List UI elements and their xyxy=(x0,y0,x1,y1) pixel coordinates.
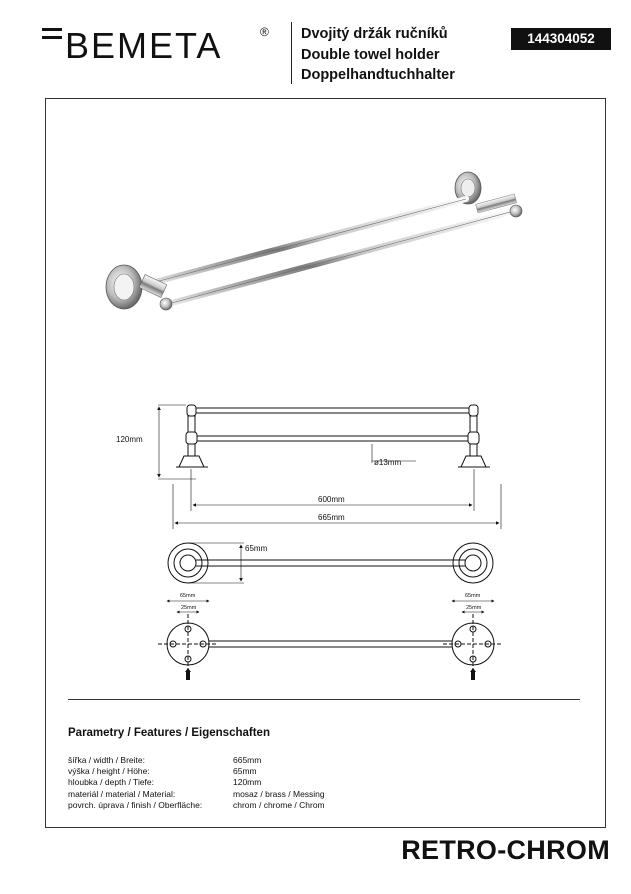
title-en: Double towel holder xyxy=(301,46,440,63)
feature-value: 65mm xyxy=(233,766,257,777)
diameter-dimension-label: ø13mm xyxy=(374,458,402,467)
title-de: Doppelhandtuchhalter xyxy=(301,67,455,83)
feature-label: materiál / material / Material: xyxy=(68,788,176,799)
right-outer-width-label: 65mm xyxy=(465,593,481,599)
product-titles xyxy=(301,24,455,86)
technical-drawing xyxy=(46,99,607,699)
header-divider xyxy=(291,22,292,84)
feature-row-height xyxy=(68,766,325,777)
product-code: 144304052 xyxy=(511,28,611,50)
feature-row-finish xyxy=(68,800,325,811)
feature-value: 665mm xyxy=(233,755,262,765)
bemeta-logo xyxy=(40,20,275,70)
mounting-dimensions xyxy=(167,601,494,612)
feature-row-width xyxy=(68,755,325,766)
feature-value: 120mm xyxy=(233,777,262,788)
feature-label: povrch. úprava / finish / Oberfläche: xyxy=(68,799,203,810)
screw-icons xyxy=(185,668,476,680)
features-list xyxy=(68,755,325,811)
mounting-view xyxy=(158,614,503,674)
height-dimension-label: 120mm xyxy=(116,435,143,444)
feature-label: výška / height / Höhe: xyxy=(68,766,150,777)
registered-mark: ® xyxy=(260,25,269,39)
inner-length-label: 600mm xyxy=(318,495,345,504)
product-render xyxy=(106,172,522,310)
feature-label: šířka / width / Breite: xyxy=(68,755,145,765)
feature-value: chrom / chrome / Chrom xyxy=(233,799,325,810)
features-heading: Parametry / Features / Eigenschaften xyxy=(68,727,270,739)
title-cz: Dvojitý držák ručníků xyxy=(301,26,448,42)
depth-dimension-label: 65mm xyxy=(245,544,268,553)
product-sheet-frame xyxy=(45,98,606,828)
left-outer-width-label: 65mm xyxy=(180,593,196,599)
feature-row-depth xyxy=(68,777,325,788)
total-length-label: 665mm xyxy=(318,513,345,522)
feature-row-material xyxy=(68,789,325,800)
right-inner-width-label: 25mm xyxy=(466,605,482,611)
feature-label: hloubka / depth / Tiefe: xyxy=(68,777,155,788)
feature-value: mosaz / brass / Messing xyxy=(233,788,325,799)
series-name: RETRO-CHROM xyxy=(401,835,610,865)
section-divider xyxy=(68,699,580,700)
brand-name: BEMETA xyxy=(65,25,223,66)
front-dimensions xyxy=(158,405,501,529)
left-inner-width-label: 25mm xyxy=(181,605,197,611)
top-view xyxy=(168,543,493,583)
front-view xyxy=(176,405,490,467)
